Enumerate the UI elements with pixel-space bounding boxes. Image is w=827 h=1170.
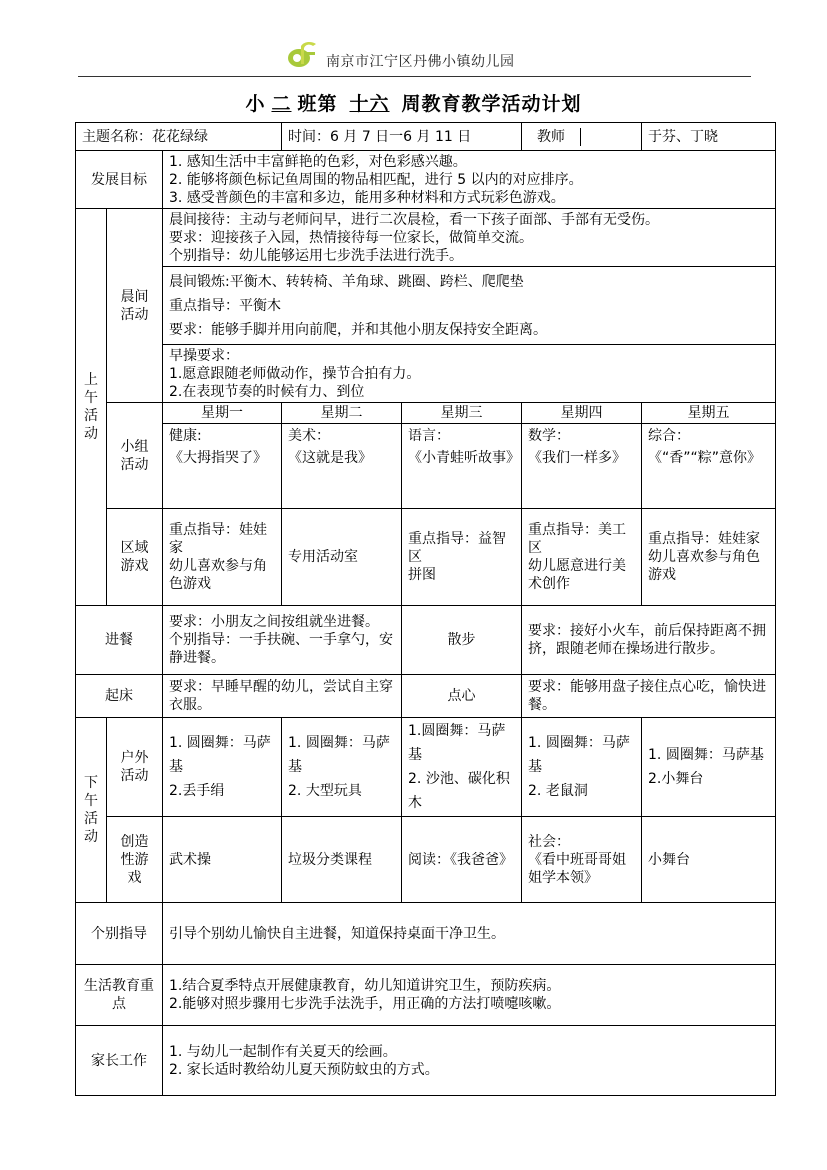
wake-label: 起床 xyxy=(76,675,163,718)
individual-label: 个别指导 xyxy=(76,903,163,965)
parents-label: 家长工作 xyxy=(76,1026,163,1096)
exercise-line: 重点指导：平衡木 xyxy=(169,297,281,314)
afternoon-section-label: 下午活动 xyxy=(76,718,107,903)
walk-content: 要求：接好小火车，前后保持距离不拥挤，跟随老师在操场进行散步。 xyxy=(522,606,776,675)
drill-line: 2.在表现节奏的时候有力、到位 xyxy=(169,383,365,400)
class-name: 二 xyxy=(271,93,292,115)
drill-line: 1.愿意跟随老师做动作，操节合拍有力。 xyxy=(169,365,421,382)
group-cell-tuesday: 美术： 《这就是我》 xyxy=(282,424,402,509)
outdoor-cell-monday: 1. 圆圈舞：马萨基 2.丢手绢 xyxy=(163,718,282,817)
outdoor-cell-wednesday: 1.圆圈舞：马萨基 2. 沙池、碳化积木 xyxy=(402,718,522,817)
chen-activity-label: 晨间活动 xyxy=(107,209,163,403)
goal-item: 3. 感受普颜色的丰富和多边，能用多种材料和方式玩彩色游戏。 xyxy=(169,189,565,206)
life-education-content: 1.结合夏季特点开展健康教育，幼儿知道讲究卫生，预防疾病。 2.能够对照步骤用七步洗手法洗手，用正确的方法打喷嚏咳嗽。 xyxy=(163,965,776,1026)
theme-time: 时间：6 月 7 日一6 月 11 日 xyxy=(282,123,522,151)
page-title xyxy=(0,89,827,116)
creative-cell-tuesday: 垃圾分类课程 xyxy=(282,817,402,903)
group-cell-friday: 综合： 《“香”“粽”意你》 xyxy=(642,424,776,509)
reception-line: 要求：迎接孩子入园，热情接待每一位家长，做简单交流。 xyxy=(169,229,533,246)
morning-drill-row xyxy=(76,345,776,403)
area-cell-wednesday: 重点指导：益智区 拼图 xyxy=(402,509,522,606)
group-cell-monday: 健康: 《大拇指哭了》 xyxy=(163,424,282,509)
life-education-label: 生活教育重点 xyxy=(76,965,163,1026)
reception-line: 个别指导：幼儿能够运用七步洗手法进行洗手。 xyxy=(169,247,463,264)
meal-row xyxy=(76,606,776,675)
exercise-line: 要求：能够手脚并用向前爬，并和其他小朋友保持安全距离。 xyxy=(169,321,547,338)
snack-label: 点心 xyxy=(402,675,522,718)
area-game-label: 区域游戏 xyxy=(107,509,163,606)
theme-name: 主题名称：花花绿绿 xyxy=(76,123,282,151)
weekly-plan-table xyxy=(75,122,776,1096)
weekday-monday: 星期一 xyxy=(163,403,282,424)
outdoor-cell-thursday: 1. 圆圈舞：马萨基 2. 老鼠洞 xyxy=(522,718,642,817)
morning-reception-row xyxy=(76,209,776,267)
creative-cell-friday: 小舞台 xyxy=(642,817,776,903)
outdoor-cell-friday: 1. 圆圈舞：马萨基 2.小舞台 xyxy=(642,718,776,817)
individual-content: 引导个别幼儿愉快自主进餐，知道保持桌面干净卫生。 xyxy=(163,903,776,965)
goals-label: 发展目标 xyxy=(76,151,163,209)
snack-content: 要求：能够用盘子接住点心吃，愉快进餐。 xyxy=(522,675,776,718)
parents-row xyxy=(76,1026,776,1096)
week-number: 十六 xyxy=(349,93,390,115)
group-cell-thursday: 数学： 《我们一样多》 xyxy=(522,424,642,509)
wake-content: 要求：早睡早醒的幼儿，尝试自主穿衣服。 xyxy=(163,675,402,718)
area-cell-friday: 重点指导：娃娃家 幼儿喜欢参与角色游戏 xyxy=(642,509,776,606)
creative-cell-thursday: 社会： 《看中班哥哥姐姐学本领》 xyxy=(522,817,642,903)
area-cell-monday: 重点指导：娃娃家 幼儿喜欢参与角色游戏 xyxy=(163,509,282,606)
life-education-row xyxy=(76,965,776,1026)
reception-content xyxy=(163,209,776,267)
teachers: 于芬、丁晓 xyxy=(642,123,776,151)
goal-item: 1. 感知生活中丰富鲜艳的色彩，对色彩感兴趣。 xyxy=(169,153,467,170)
teacher-label-text: 教师 xyxy=(522,128,581,146)
page-header xyxy=(0,0,827,80)
goals-row xyxy=(76,151,776,209)
meal-label: 进餐 xyxy=(76,606,163,675)
teacher-label xyxy=(522,123,642,151)
morning-exercise-row xyxy=(76,267,776,345)
group-cell-wednesday: 语言： 《小青蛙听故事》 xyxy=(402,424,522,509)
walk-label: 散步 xyxy=(402,606,522,675)
parents-content: 1. 与幼儿一起制作有关夏天的绘画。 2. 家长适时教给幼儿夏天预防蚊虫的方式。 xyxy=(163,1026,776,1096)
goal-item: 2. 能够将颜色标记鱼周围的物品相匹配，进行 5 以内的对应排序。 xyxy=(169,171,583,188)
area-game-row xyxy=(76,509,776,606)
outdoor-activity-label: 户外活动 xyxy=(107,718,163,817)
morning-section-label: 上午活动 xyxy=(76,209,107,606)
afternoon-outdoor-row xyxy=(76,718,776,817)
weekday-wednesday: 星期三 xyxy=(402,403,522,424)
reception-line: 晨间接待：主动与老师问早，进行二次晨检，看一下孩子面部、手部有无受伤。 xyxy=(169,211,659,228)
drill-line: 早操要求： xyxy=(169,347,239,364)
creative-cell-wednesday: 阅读：《我爸爸》 xyxy=(402,817,522,903)
wake-row xyxy=(76,675,776,718)
weekday-header-row xyxy=(76,403,776,424)
area-cell-thursday: 重点指导：美工区 幼儿愿意进行美术创作 xyxy=(522,509,642,606)
goals-content xyxy=(163,151,776,209)
weekday-friday: 星期五 xyxy=(642,403,776,424)
creative-game-label: 创造性游戏 xyxy=(107,817,163,903)
title-suffix: 周教育教学活动计划 xyxy=(401,93,582,115)
school-name: 南京市江宁区丹佛小镇幼儿园 xyxy=(326,54,515,70)
header-divider xyxy=(78,76,751,77)
weekday-tuesday: 星期二 xyxy=(282,403,402,424)
creative-game-row xyxy=(76,817,776,903)
title-mid: 班第 xyxy=(297,93,338,115)
exercise-line: 晨间锻炼:平衡木、转转椅、羊角球、跳圈、跨栏、爬爬垫 xyxy=(169,273,524,290)
individual-row xyxy=(76,903,776,965)
group-activity-row xyxy=(76,424,776,509)
outdoor-cell-tuesday: 1. 圆圈舞：马萨基 2. 大型玩具 xyxy=(282,718,402,817)
theme-row xyxy=(76,123,776,151)
drill-content xyxy=(163,345,776,403)
title-prefix: 小 xyxy=(245,93,266,115)
group-activity-label: 小组活动 xyxy=(107,403,163,509)
kindergarten-logo-icon xyxy=(286,40,320,70)
creative-cell-monday: 武术操 xyxy=(163,817,282,903)
weekday-thursday: 星期四 xyxy=(522,403,642,424)
meal-content: 要求：小朋友之间按组就坐进餐。 个别指导：一手扶碗、一手拿勺，安静进餐。 xyxy=(163,606,402,675)
area-cell-tuesday: 专用活动室 xyxy=(282,509,402,606)
exercise-content xyxy=(163,267,776,345)
